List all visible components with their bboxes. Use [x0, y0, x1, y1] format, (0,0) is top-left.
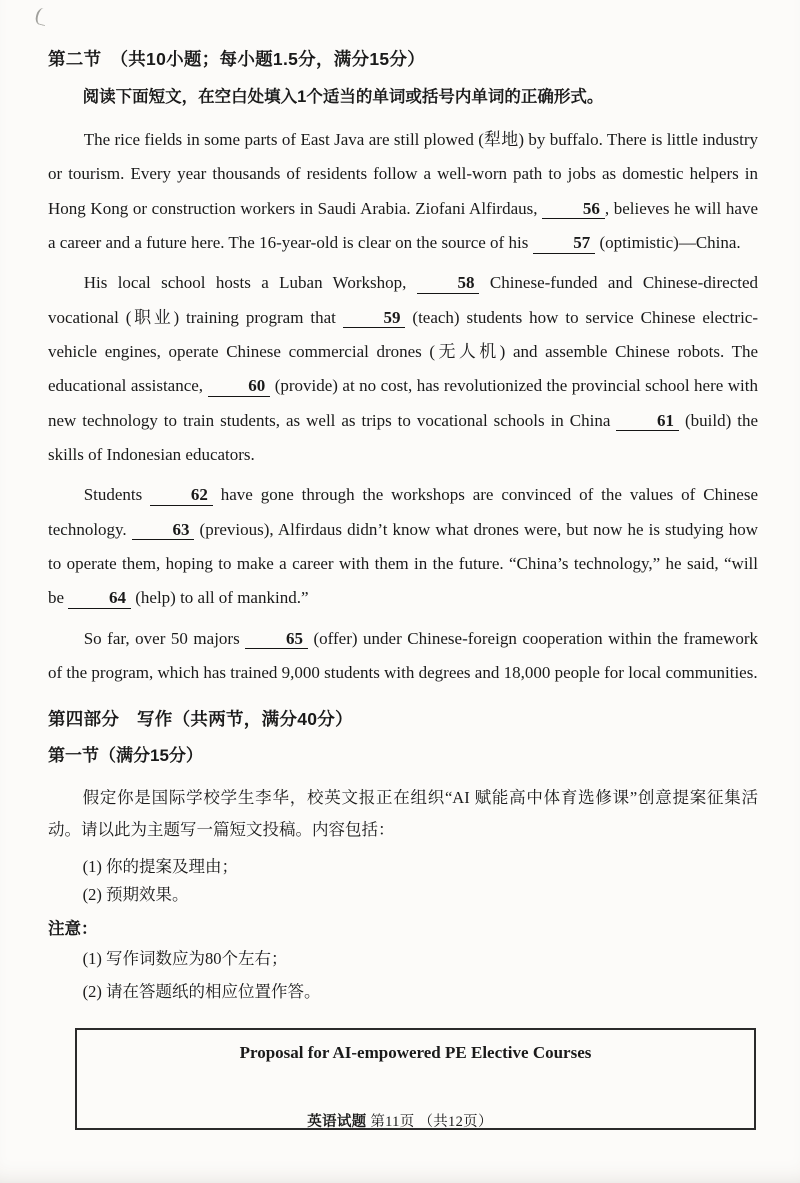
- fill-blank-56: 56: [542, 199, 605, 220]
- fill-blank-57: 57: [533, 233, 596, 254]
- footer-page-number: 第11页 （共12页）: [370, 1114, 493, 1130]
- scan-mark: [34, 7, 49, 26]
- note-item-2: (2) 请在答题纸的相应位置作答。: [82, 981, 321, 1001]
- fill-blank-59: 59: [343, 308, 406, 329]
- passage-paragraph-1: The rice fields in some parts of East Java are still plowed (犁地) by buffalo. There is little industry or tourism. Every year thousands of residents follow a well-worn path to jobs as domestic helpers in Hong Kong or construction workers in Saudi Arabia. Ziofani Alfirdaus, 56 , believes he will have a career and a future here. The 16-year-old is clear on the source of his 57 (optimistic)—China.: [48, 130, 759, 252]
- section2-instruction: 阅读下面短文，在空白处填入1个适当的单词或括号内单词的正确形式。: [82, 88, 604, 106]
- fill-blank-62: 62: [150, 485, 213, 506]
- fill-blank-61: 61: [616, 411, 679, 432]
- footer-exam-label: 英语试题: [307, 1114, 367, 1130]
- fill-blank-58: 58: [417, 273, 480, 294]
- task-point-1: (1) 你的提案及理由；: [82, 856, 239, 876]
- section4-subheading: 第一节（满分15分）: [48, 746, 203, 766]
- fill-blank-65: 65: [245, 629, 308, 650]
- writing-task-points: [48, 853, 758, 910]
- section4-heading: 第四部分 写作（共两节，满分40分）: [48, 709, 353, 730]
- notes-list: [48, 943, 758, 1007]
- notes-label: 注意：: [48, 920, 98, 939]
- fill-blank-63: 63: [132, 520, 195, 541]
- note-item-1: (1) 写作词数应为80个左右；: [82, 949, 288, 969]
- fill-blank-60: 60: [208, 376, 271, 397]
- writing-task-intro: 假定你是国际学校学生李华，校英文报正在组织“AI 赋能高中体育选修课”创意提案征集活动。请以此为主题写一篇短文投稿。内容包括：: [48, 788, 758, 840]
- passage-paragraph-4: So far, over 50 majors 65 (offer) under Chinese-foreign cooperation within the framework of the program, which has trained 9,000 students with degrees and 18,000 people for local communities.: [48, 628, 758, 682]
- task-point-2: (2) 预期效果。: [82, 884, 189, 904]
- page-footer: [0, 1110, 800, 1131]
- fill-blank-64: 64: [68, 588, 131, 609]
- passage-paragraph-2: His local school hosts a Luban Workshop, 58 Chinese-funded and Chinese-directed vocational (职业) training program that 59 (teach) students how to service Chinese electric-vehicle engines, operate Chinese commercial drones (无人机) and assemble Chinese robots. The educational assistance, 60 (provide) at no cost, has revolutionized the provincial school here with new technology to train students, as well as trips to vocational schools in China 61 (build) the skills of Indonesian educators.: [48, 273, 759, 464]
- passage-paragraph-3: Students 62 have gone through the workshops are convinced of the values of Chinese technology. 63 (previous), Alfirdaus didn’t know what drones were, but now he is studying how to operate them, hoping to make a career with them in the future. “China’s technology,” he said, “will be 64 (help) to all of mankind.”: [48, 485, 759, 608]
- cloze-passage: [48, 123, 758, 690]
- answer-box-title: Proposal for AI-empowered PE Elective Courses: [239, 1042, 592, 1062]
- section2-heading: 第二节 （共10小题；每小题1.5分，满分15分）: [48, 49, 426, 69]
